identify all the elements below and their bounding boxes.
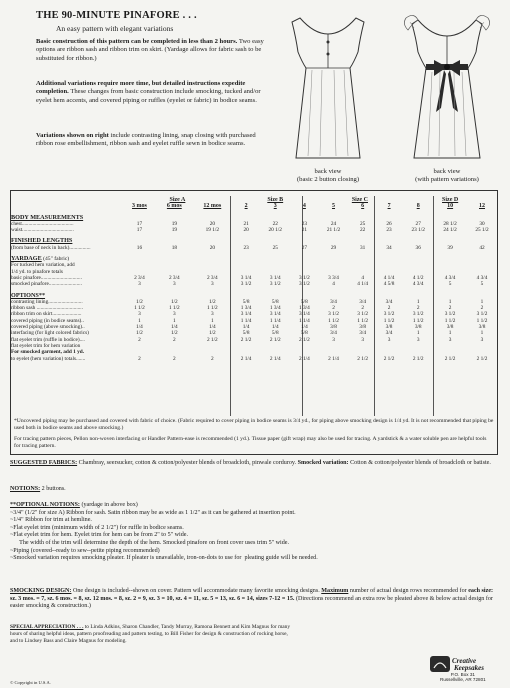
section-heading: OPTIONS** xyxy=(11,292,46,299)
table-cell: 1/4 xyxy=(300,324,308,331)
row-label: flat eyelet trim (ruffle in bodice).... xyxy=(11,336,85,343)
size-group-header: Size D xyxy=(442,197,459,203)
table-row xyxy=(10,356,498,362)
page-subtitle: An easy pattern with elegant variations xyxy=(56,24,174,33)
size-header: 5 xyxy=(332,203,336,210)
table-cell: 23 xyxy=(301,220,308,227)
table-cell: 2 xyxy=(332,305,335,312)
special-appreciation: SPECIAL APPRECIATION . . . to Linda Adkins, Sharon Chandler, Tandy Murray, Ramona Bennett and Kim Magnus for many hours of sharing helpful ideas, pattern proofreading and pattern testing, to Bill Fisher for design & construction of rocking horse, and to Lindsey Bass and Claire Magnus for modeling. xyxy=(10,624,291,644)
smocking-design: SMOCKING DESIGN: One design is included--shown on cover. Pattern will accommodate many favorite smocking designs. Maximum number of actual design rows recommended for each size: sz. 3 mos. = 7, sz. 6 mos. = 8, sz. 12 mos. = 8, sz. 2 = 9, sz. 3 = 10, sz. 4 = 11, sz. 5 = 13, sz. 6 = 14, sizes 7-12 = 15. (Directions recommend an extra row be pleated above & below actual design for easier smocking & construction.) xyxy=(10,588,494,610)
table-cell: 27 xyxy=(301,244,308,251)
table-cell: 2 1/2 xyxy=(383,355,395,362)
table-cell: 20 xyxy=(243,227,249,234)
table-cell: 1/4 xyxy=(271,324,279,331)
caption-basic: back view (basic 2 button closing) xyxy=(296,168,360,183)
tracing-footnote: For tracing pattern pieces, Pellon non-woven interfacing or Handler Pattern-ease is recommended (1 yd.). Tissue paper (gift wrap) may also be used for tracing. A yardstick & a water soluble pen are helpful tools for tracing pattern. xyxy=(14,436,487,449)
table-cell: 3/8 xyxy=(446,324,454,331)
table-cell: 4 1/4 xyxy=(357,281,369,288)
table-cell: 3/4 xyxy=(330,298,337,305)
table-cell: 1 1/2 xyxy=(134,305,145,312)
table-cell: 22 xyxy=(360,227,366,234)
pinafore-back-view-variations-illustration xyxy=(392,8,502,168)
copyright: © Copyright in U.S.A. xyxy=(10,680,51,685)
intro-paragraph-1: Basic construction of this pattern can be completed in less than 2 hours. Two easy options are ribbon sash and ribbon trim on skirt. (Yardage allows for fabric sash to be substituted for ribbon.) xyxy=(36,38,264,62)
table-cell: 19 xyxy=(171,227,177,234)
size-header: 12 mos xyxy=(203,203,222,210)
table-cell: 3/8 xyxy=(359,324,367,331)
table-cell: 2 1/4 xyxy=(240,355,252,362)
table-cell: 2 xyxy=(387,305,391,312)
size-group-header: Size C xyxy=(351,197,368,203)
size-header: 3 xyxy=(273,203,277,210)
table-cell: 19 1/2 xyxy=(205,227,220,234)
size-group-header: Size A xyxy=(169,197,186,203)
table-cell: 16 xyxy=(136,244,143,251)
intro-paragraph-2: Additional variations require more time, but detailed instructions expedite completion. These changes from basic construction include smocking, tucked and/or eyelet hem accents, and covered piping or ruffles (eyelet or fabric) in bodice seams. xyxy=(36,80,261,104)
piping-footnote: *Uncovered piping may be purchased and covered with fabric of choice. (Fabric required to cover piping in bodice seams is 3/4 yd., for piping above smocking design is 1/4 yd. It is not recommended that piping be used both in bodice seams and above smocking.) xyxy=(14,418,494,431)
table-cell: 1 3/4 xyxy=(240,305,252,312)
table-cell: 3 1/2 xyxy=(328,311,339,318)
table-cell: 1 xyxy=(448,330,452,337)
table-cell: 2 1/4 xyxy=(328,355,339,362)
table-cell: 1 xyxy=(416,298,420,305)
row-label: basic pinafore............................... xyxy=(11,274,82,281)
size-group-header: Size B xyxy=(267,197,284,203)
table-cell: 1 xyxy=(416,330,420,337)
table-cell: 1 xyxy=(138,317,141,324)
size-header: 2 xyxy=(244,203,248,210)
table-cell: 3 1/4 xyxy=(240,274,252,281)
table-cell: 1/4 xyxy=(242,324,250,331)
table-cell: 1/2 xyxy=(170,330,178,337)
table-cell: 4 1/4 xyxy=(383,274,395,281)
pinafore-back-view-basic-illustration xyxy=(278,8,378,168)
table-cell: 36 xyxy=(415,244,421,251)
table-cell: 17 xyxy=(136,220,143,227)
table-cell: 31 xyxy=(360,244,366,251)
table-cell: 27 xyxy=(415,220,421,227)
optional-notion-item: ~3/4" (1/2" for size A) Ribbon for sash. Satin ribbon may be as wide as 1 1/2" as it can be gathered at insertion point. xyxy=(10,509,296,516)
row-label: covered piping (in bodice seams).. xyxy=(11,317,84,324)
table-cell: 3/8 xyxy=(414,324,422,331)
table-cell: 3 xyxy=(416,336,420,343)
table-cell: 2 xyxy=(448,305,452,312)
table-cell: 3/8 xyxy=(330,324,337,331)
table-cell: 3 xyxy=(480,336,484,343)
table-cell: 1/4 xyxy=(208,324,216,331)
table-cell: 1 1/4 xyxy=(299,317,310,324)
svg-text:Keepsakes: Keepsakes xyxy=(454,664,484,672)
size-header: 12 xyxy=(479,203,485,210)
table-cell: 2 3/4 xyxy=(206,274,218,281)
row-label: to eyelet (hem variation) totals....... xyxy=(11,355,86,362)
row-label: For tucked hem variation, add xyxy=(11,262,75,269)
table-cell: 3 xyxy=(173,281,176,288)
table-cell: 1 1/2 xyxy=(476,317,488,324)
table-cell: 3 1/2 xyxy=(476,311,488,318)
suggested-fabrics: SUGGESTED FABRICS: Chambray, seersucker, cotton & cotton/polyester blends of broadcloth, pinwale corduroy. Smocked variation: Cotton & cotton/polyester blends of broadcloth or batiste. xyxy=(10,460,491,466)
table-cell: 2 3/4 xyxy=(134,274,145,281)
size-header: 10 xyxy=(447,203,454,210)
table-cell: 2 1/2 xyxy=(476,355,488,362)
table-cell: 5/8 xyxy=(242,330,250,337)
table-cell: 17 xyxy=(136,227,143,234)
table-cell: 3 3/4 xyxy=(328,274,339,281)
table-cell: 3/8 xyxy=(385,324,393,331)
table-cell: 21 xyxy=(301,227,308,234)
table-cell: 2 xyxy=(361,305,364,312)
row-label: flat eyelet trim for hem variation xyxy=(11,342,81,349)
row-label: smocked pinafore......................... xyxy=(11,281,82,288)
table-cell: 2 xyxy=(173,336,176,343)
table-cell: 2 1/2 xyxy=(444,355,456,362)
table-cell: 34 xyxy=(386,244,392,251)
table-cell: 3 1/2 xyxy=(412,311,424,318)
intro-paragraph-3: Variations shown on right include contrasting lining, snap closing with purchased ribbon rose embellishment, ribbon sash and eyelet ruffle sewn in bodice seams. xyxy=(36,132,256,148)
table-cell: 1 1/2 xyxy=(328,317,339,324)
table-cell: 3 1/4 xyxy=(299,311,310,318)
table-cell: 2 1/2 xyxy=(269,336,281,343)
table-cell: 2 1/2 xyxy=(206,336,218,343)
table-cell: 4 3/4 xyxy=(412,281,424,288)
table-cell: 20 1/2 xyxy=(268,227,282,234)
table-cell: 3 1/2 xyxy=(269,281,281,288)
table-cell: 3/4 xyxy=(359,330,367,337)
table-cell: 3 1/2 xyxy=(444,311,456,318)
table-cell: 3 1/2 xyxy=(299,281,310,288)
optional-notion-item: ~Flat eyelet trim for hem. Eyelet trim for hem can be from 2" to 5" wide. xyxy=(10,532,188,539)
table-cell: 5/8 xyxy=(300,330,308,337)
table-cell: 1 1/2 xyxy=(168,305,180,312)
table-cell: 5/8 xyxy=(242,298,250,305)
table-cell: 3 xyxy=(211,281,214,288)
size-header: 6 xyxy=(361,203,365,210)
table-cell: 1/4 xyxy=(136,324,143,331)
table-cell: 3 xyxy=(387,336,391,343)
table-cell: 26 xyxy=(386,220,392,227)
table-cell: 1 1/2 xyxy=(383,317,395,324)
table-cell: 5/8 xyxy=(300,298,308,305)
table-cell: 1 1/2 xyxy=(206,305,218,312)
table-cell: 3/8 xyxy=(478,324,486,331)
row-label: (from base of neck in back)................ xyxy=(11,244,91,251)
table-cell: 3 1/2 xyxy=(357,311,369,318)
table-cell: 1 3/4 xyxy=(269,305,281,312)
table-cell: 3/4 xyxy=(385,330,393,337)
row-label: covered piping (above smocking).. xyxy=(11,324,85,331)
row-label: ribbon sash ................................... xyxy=(11,305,83,312)
table-cell: 3/4 xyxy=(385,298,393,305)
table-cell: 2 1/2 xyxy=(240,336,252,343)
table-cell: 23 xyxy=(386,227,392,234)
table-cell: 3 1/4 xyxy=(269,311,281,318)
table-cell: 1 xyxy=(448,298,452,305)
table-cell: 2 xyxy=(138,336,141,343)
table-cell: 24 xyxy=(330,220,337,227)
table-cell: 3 xyxy=(173,311,176,318)
optional-notion-item: ~Smocked variation requires smocking pleater. If pleater is unavailable, iron-on-dots to use for pleating guide will be needed. xyxy=(10,555,318,562)
row-label: chest....................................... xyxy=(11,220,74,227)
page-title: THE 90-MINUTE PINAFORE . . . xyxy=(36,10,197,21)
table-cell: 25 1/2 xyxy=(475,227,489,234)
table-cell: 1 3/4 xyxy=(299,305,310,312)
table-cell: 1/2 xyxy=(136,298,143,305)
table-cell: 3 xyxy=(332,336,335,343)
table-cell: 3 1/2 xyxy=(383,311,395,318)
table-cell: 1/2 xyxy=(136,330,143,337)
row-label: For smocked garment, add 1 yd. xyxy=(11,349,85,356)
table-cell: 5/8 xyxy=(271,330,279,337)
table-cell: 1/2 xyxy=(170,298,178,305)
table-cell: 2 xyxy=(416,305,420,312)
table-cell: 5 xyxy=(448,281,452,288)
table-cell: 22 xyxy=(272,220,278,227)
optional-notion-item: ~1/4" Ribbon for trim at hemline. xyxy=(10,517,92,524)
table-cell: 3 xyxy=(448,336,452,343)
table-cell: 2 xyxy=(138,355,141,362)
table-cell: 2 1/2 xyxy=(299,336,310,343)
size-header: 3 mos xyxy=(132,203,147,210)
size-header: 8 xyxy=(416,203,420,210)
table-cell: 1/2 xyxy=(208,330,216,337)
table-cell: 39 xyxy=(447,244,453,251)
table-cell: 2 3/4 xyxy=(168,274,180,281)
table-cell: 25 xyxy=(272,244,278,251)
table-cell: 3/4 xyxy=(359,298,367,305)
table-cell: 4 xyxy=(332,281,335,288)
row-label: 1/4 yd. to pinafore totals xyxy=(11,268,63,275)
table-cell: 1/2 xyxy=(208,298,216,305)
row-label: waist....................................... xyxy=(11,227,74,234)
table-cell: 1 1/2 xyxy=(412,317,424,324)
table-cell: 2 xyxy=(173,355,176,362)
table-cell: 3 xyxy=(361,336,364,343)
table-cell: 4 xyxy=(361,274,364,281)
table-cell: 2 1/2 xyxy=(357,355,369,362)
caption-variations: back view (with pattern variations) xyxy=(415,168,479,183)
table-cell: 5/8 xyxy=(271,298,279,305)
table-cell: 20 xyxy=(209,220,215,227)
table-cell: 4 3/4 xyxy=(476,274,488,281)
row-label: contrasting lining.......................... xyxy=(11,298,83,305)
table-cell: 1 1/4 xyxy=(269,317,281,324)
table-cell: 2 xyxy=(211,355,214,362)
notions: NOTIONS: 2 buttons. xyxy=(10,486,66,492)
table-cell: 30 xyxy=(479,220,485,227)
table-cell: 1 xyxy=(480,298,484,305)
table-cell: 1 1/4 xyxy=(240,317,252,324)
table-cell: 3 1/2 xyxy=(240,281,252,288)
optional-notion-item: ~Piping (covered--ready to sew--petite piping recommended) xyxy=(10,547,160,554)
table-cell: 5 xyxy=(480,281,484,288)
optional-notion-item: ~Flat eyelet trim (minimum width of 2 1/2") for ruffle in bodice seams. xyxy=(10,524,184,531)
table-cell: 4 5/8 xyxy=(383,281,395,288)
optional-notion-item: The width of the trim will determine the depth of the hem. Smocked pinafore on front cover uses trim 5" wide. xyxy=(10,539,290,546)
optional-notions: **OPTIONAL NOTIONS: (yardage in above box) ~3/4" (1/2" for size A) Ribbon for sash. Satin ribbon may be as wide as 1 1/2" as it can be gathered at insertion point. ~1/4" Ribbon for trim at hemline. ~Flat eyelet trim (minimum width of 2 1/2") for ruffle in bodice seams. ~Flat eyelet trim for hem. Eyelet trim for hem can be from 2" to 5" wide. The width of the trim will determine the depth of the hem. Smocked pinafore on front cover uses trim 5" wide. ~Piping (covered--ready to sew--petite piping recommended) ~Smocked variation requires smocking pleater. If pleater is unavailable, iron-on-dots to use for pleating guide will be needed. xyxy=(10,502,498,563)
table-cell: 2 1/2 xyxy=(412,355,424,362)
table-cell: 2 xyxy=(480,305,484,312)
table-cell: 4 3/4 xyxy=(444,274,456,281)
table-cell: 3 1/2 xyxy=(299,274,310,281)
company-address: P.O. Box 31 Russellville, AR 72801 xyxy=(440,672,486,683)
table-cell: 1 xyxy=(211,317,214,324)
table-cell: 3 1/4 xyxy=(240,311,252,318)
table-cell: 2 1/4 xyxy=(299,355,310,362)
table-cell: 1 xyxy=(480,330,484,337)
size-header: 4 xyxy=(302,203,306,210)
table-cell: 3/4 xyxy=(330,330,337,337)
table-cell: 18 xyxy=(171,244,177,251)
table-cell: 3 xyxy=(138,281,141,288)
table-cell: 3 xyxy=(211,311,214,318)
table-cell: 21 1/2 xyxy=(326,227,341,234)
table-cell: 1 xyxy=(173,317,176,324)
row-label: interfacing (for light colored fabrics) xyxy=(11,330,89,337)
table-cell: 42 xyxy=(479,244,485,251)
table-cell: 4 1/2 xyxy=(412,274,424,281)
table-cell: 29 xyxy=(330,244,337,251)
table-cell: 21 xyxy=(243,220,249,227)
size-header: 6 mos xyxy=(166,203,182,210)
table-cell: 23 xyxy=(243,244,249,251)
optional-notions-list xyxy=(10,510,498,563)
table-cell: 3 1/4 xyxy=(269,274,281,281)
section-heading: BODY MEASUREMENTS xyxy=(11,214,84,221)
row-label: ribbon trim on skirt...................... xyxy=(11,311,82,318)
table-cell: 28 1/2 xyxy=(443,220,457,227)
table-cell: 1 1/2 xyxy=(357,317,369,324)
table-cell: 20 xyxy=(209,244,215,251)
section-heading: YARDAGE (45" fabric) xyxy=(11,256,70,263)
table-cell: 3 xyxy=(138,311,141,318)
table-cell: 19 xyxy=(171,220,177,227)
table-cell: 23 1/2 xyxy=(411,227,425,234)
table-cell: 2 1/4 xyxy=(269,355,281,362)
table-cell: 1 1/2 xyxy=(444,317,456,324)
section-heading: FINISHED LENGTHS xyxy=(11,238,73,245)
size-header: 7 xyxy=(387,203,391,210)
table-cell: 1/4 xyxy=(170,324,178,331)
table-cell: 25 xyxy=(360,220,366,227)
size-yardage-table xyxy=(10,197,498,362)
table-cell: 24 1/2 xyxy=(443,227,457,234)
svg-text:Creative: Creative xyxy=(452,657,477,665)
